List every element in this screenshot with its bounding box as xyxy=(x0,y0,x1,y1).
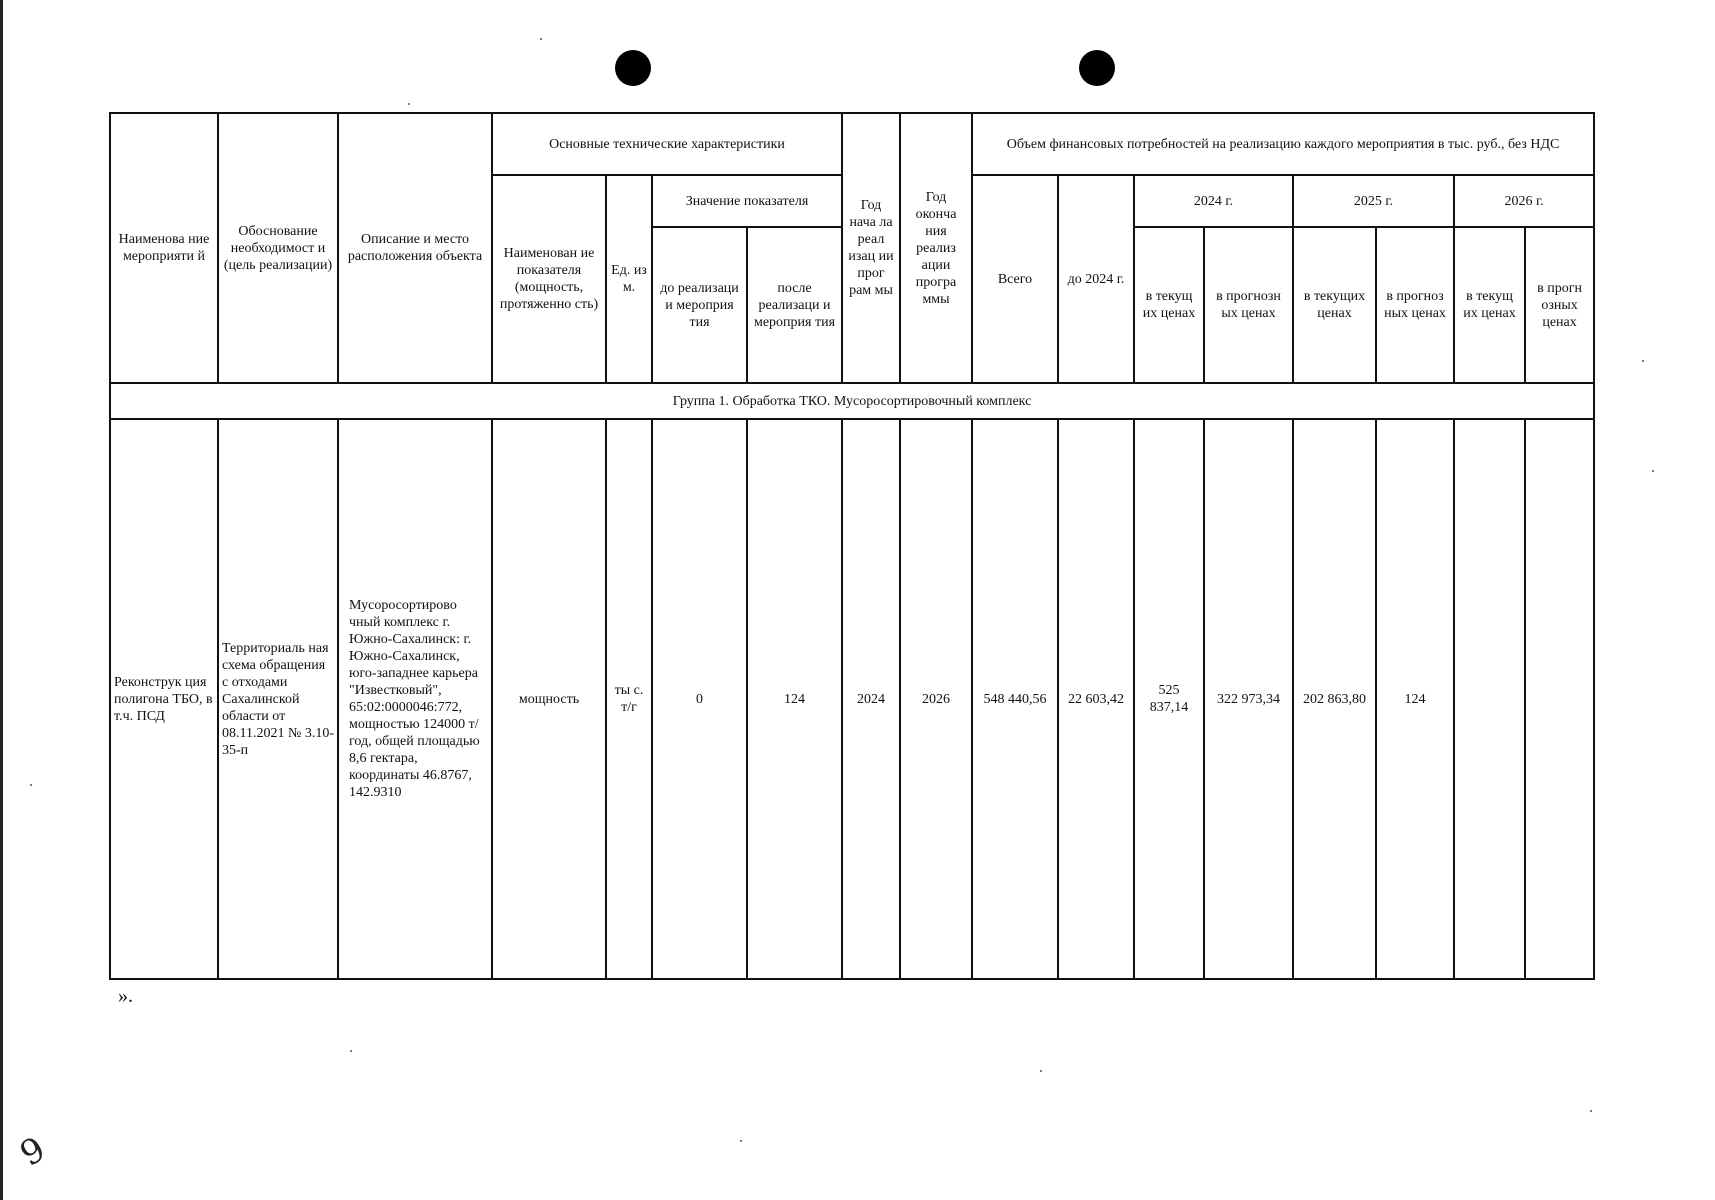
row-total: 548 440,56 xyxy=(972,419,1058,979)
row-before-2024: 22 603,42 xyxy=(1058,419,1134,979)
header-name: Наименова ние мероприяти й xyxy=(110,113,218,383)
row-justification: Территориаль ная схема обращения с отходами Сахалинской области от 08.11.2021 № 3.10-35-п xyxy=(218,419,338,979)
row-forecast-2024: 322 973,34 xyxy=(1204,419,1293,979)
scan-speck xyxy=(350,1050,352,1052)
header-forecast-2026: в прогн озных ценах xyxy=(1525,227,1594,383)
table-row xyxy=(110,419,1594,979)
header-before-2024: до 2024 г. xyxy=(1058,175,1134,383)
header-forecast-2025: в прогноз ных ценах xyxy=(1376,227,1454,383)
header-justification: Обоснование необходимост и (цель реализации) xyxy=(218,113,338,383)
group-title: Группа 1. Обработка ТКО. Мусоросортировочный комплекс xyxy=(110,383,1594,419)
header-total: Всего xyxy=(972,175,1058,383)
row-before: 0 xyxy=(652,419,747,979)
scan-speck xyxy=(1590,1110,1592,1112)
scan-speck xyxy=(740,1140,742,1142)
punch-hole-left xyxy=(615,50,651,86)
scan-speck xyxy=(30,784,32,786)
header-year-2026: 2026 г. xyxy=(1454,175,1594,227)
header-forecast-2024: в прогнозн ых ценах xyxy=(1204,227,1293,383)
row-forecast-2025: 124 xyxy=(1376,419,1454,979)
header-year-2024: 2024 г. xyxy=(1134,175,1293,227)
row-forecast-2026 xyxy=(1525,419,1594,979)
header-tech-group: Основные технические характеристики xyxy=(492,113,842,175)
scan-speck xyxy=(540,38,542,40)
row-current-2024: 525 837,14 xyxy=(1134,419,1204,979)
scan-speck xyxy=(1642,360,1644,362)
header-before: до реализаци и мероприя тия xyxy=(652,227,747,383)
scan-speck xyxy=(1652,470,1654,472)
row-after: 124 xyxy=(747,419,842,979)
row-end-year: 2026 xyxy=(900,419,972,979)
row-name: Реконструк ция полигона ТБО, в т.ч. ПСД xyxy=(110,419,218,979)
row-current-2025: 202 863,80 xyxy=(1293,419,1376,979)
row-current-2026 xyxy=(1454,419,1525,979)
handwritten-page-mark: 9 xyxy=(13,1129,53,1175)
row-start-year: 2024 xyxy=(842,419,900,979)
header-year-2025: 2025 г. xyxy=(1293,175,1454,227)
header-current-2025: в текущих ценах xyxy=(1293,227,1376,383)
closing-quote-mark: ». xyxy=(118,985,133,1007)
header-end-year: Год оконча ния реализ ации програ ммы xyxy=(900,113,972,383)
row-indicator: мощность xyxy=(492,419,606,979)
financial-needs-table xyxy=(109,112,1595,980)
scan-edge xyxy=(0,0,3,1200)
header-value-group: Значение показателя xyxy=(652,175,842,227)
header-current-2024: в текущ их ценах xyxy=(1134,227,1204,383)
row-description: Мусоросортирово чный комплекс г. Южно-Сахалинск: г. Южно-Сахалинск, юго-западнее карьера "Известковый", 65:02:0000046:772, мощностью 124000 т/год, общей площадью 8,6 гектара, координаты 46.8767, 142.9310 xyxy=(338,419,492,979)
header-finance-group: Объем финансовых потребностей на реализацию каждого мероприятия в тыс. руб., без НДС xyxy=(972,113,1594,175)
header-unit: Ед. из м. xyxy=(606,175,652,383)
header-indicator-name: Наименован ие показателя (мощность, протяженно сть) xyxy=(492,175,606,383)
header-current-2026: в текущ их ценах xyxy=(1454,227,1525,383)
header-after: после реализаци и мероприя тия xyxy=(747,227,842,383)
row-unit: ты с. т/г xyxy=(606,419,652,979)
header-start-year: Год нача ла реал изац ии прог рам мы xyxy=(842,113,900,383)
punch-hole-right xyxy=(1079,50,1115,86)
header-description: Описание и место расположения объекта xyxy=(338,113,492,383)
scan-speck xyxy=(1040,1070,1042,1072)
scan-speck xyxy=(408,103,410,105)
